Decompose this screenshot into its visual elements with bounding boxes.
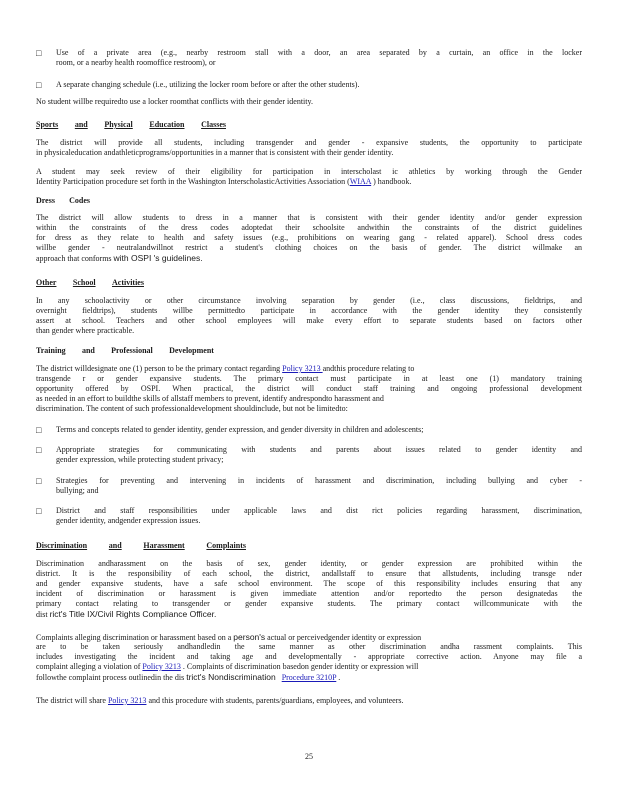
paragraph-line: within the constraints of the dress codes adoptedat their schoolsite andwithin the constraints of the district guidelines bbox=[36, 223, 582, 232]
policy-3213-link[interactable]: Policy 3213 bbox=[282, 364, 323, 373]
paragraph-line: followthe complaint process outlinedin the dis trict's Nondiscrimination Procedure 3210P . bbox=[36, 672, 341, 682]
paragraph-line: in physicaleducation andathleticprograms/opportunities in a manner that is consistent with their gender identity. bbox=[36, 148, 394, 157]
section-heading: Training and Professional Development bbox=[36, 346, 214, 355]
list-item-line: Terms and concepts related to gender identity, gender expression, and gender diversity in children and adolescents; bbox=[56, 425, 424, 434]
list-item-line: Appropriate strategies for communicating with students and parents about issues related to gender identity and bbox=[56, 445, 582, 454]
paragraph-line: A student may seek review of their eligibility for participation in interscholast ic athletics by working through the Gender bbox=[36, 167, 582, 176]
list-item-line: District and staff responsibilities under applicable laws and dist rict policies regarding harassment, discrimination, bbox=[56, 506, 582, 515]
paragraph-line: Discrimination andharassment on the basis of sex, gender identity, or gender expression are prohibited within the bbox=[36, 559, 582, 568]
paragraph-line: for dress as they relate to health and safety issues (e.g., prohibitions on wearing gang - related apparel). School dress codes bbox=[36, 233, 582, 242]
paragraph-line: In any schoolactivity or other circumstance involving separation by gender (i.e., class discussions, fieldtrips, and bbox=[36, 296, 582, 305]
section-heading: Discrimination and Harassment Complaints bbox=[36, 541, 246, 550]
paragraph-line: are to be taken seriously andhandledin the same manner as other discrimination andha rassment complaints. This bbox=[36, 642, 582, 651]
list-item bbox=[36, 445, 582, 465]
paragraph-line: assert at school. Teachers and other school employees will make every effort to separate students based on factors other bbox=[36, 316, 582, 325]
paragraph-line: The district willdesignate one (1) person to be the primary contact regarding Policy 3213 andthis procedure relating to bbox=[36, 364, 415, 373]
policy-3213-link[interactable]: Policy 3213 bbox=[142, 662, 181, 671]
list-item-line: Strategies for preventing and intervening in incidents of harassment and discrimination, including bullying and cyber - bbox=[56, 476, 582, 485]
paragraph-line: dist rict's Title IX/Civil Rights Compliance Officer. bbox=[36, 609, 217, 619]
paragraph-line: as needed in an effort to buildthe skills of allstaff members to prevent, identify andrespondto harassment and bbox=[36, 394, 384, 403]
paragraph-line: transgende r or gender expansive students. The primary contact must participate in at least one (1) mandatory training bbox=[36, 374, 582, 383]
paragraph: No student willbe requiredto use a locker roomthat conflicts with their gender identity. bbox=[36, 97, 313, 106]
page-number: 25 bbox=[305, 752, 313, 761]
bullet-icon: □ bbox=[36, 445, 42, 455]
list-item bbox=[36, 425, 582, 435]
paragraph-line: The district will provide all students, including transgender and gender - expansive students, the opportunity to participate bbox=[36, 138, 582, 147]
paragraph-line: willbe gender - neutralandwillnot restrict a student's clothing choices on the basis of gender. The district willmake an bbox=[36, 243, 582, 252]
paragraph-line: overnight fieldtrips), students willbe permittedto participate in accordance with the gender identity they consistently bbox=[36, 306, 582, 315]
bullet-icon: □ bbox=[36, 476, 42, 486]
list-item bbox=[36, 506, 582, 526]
list-item-line: A separate changing schedule (i.e., utilizing the locker room before or after the other students). bbox=[56, 80, 360, 89]
paragraph-line: opportunity offered by OSPI. When practical, the district will conduct staff training and ongoing professional development bbox=[36, 384, 582, 393]
paragraph-line: approach that conforms with OSPI 's guidelines. bbox=[36, 253, 203, 263]
list-item-line: room, or a nearby health roomoffice restroom), or bbox=[56, 58, 216, 67]
paragraph-line: than gender where practicable. bbox=[36, 326, 135, 335]
bullet-icon: □ bbox=[36, 506, 42, 516]
paragraph-line: and gender expansive students, have a safe school environment. The scope of this responsibility includes ensuring that any bbox=[36, 579, 582, 588]
list-item bbox=[36, 476, 582, 496]
paragraph-line: Identity Participation procedure set forth in the Washington InterscholasticActivities Association (WIAA ) handbook. bbox=[36, 177, 412, 186]
paragraph-line: incident of discrimination or harassment is given immediate attention and/or reportedto the person designatedas the bbox=[36, 589, 582, 598]
paragraph-line: complaint alleging a violation of Policy 3213 . Complaints of discrimination basedon gender identity or expression will bbox=[36, 662, 419, 671]
list-item-line: gender identity, andgender expression issues. bbox=[56, 516, 201, 525]
list-item-line: bullying; and bbox=[56, 486, 99, 495]
section-heading: Dress Codes bbox=[36, 196, 90, 205]
wiaa-link[interactable]: WIAA bbox=[349, 177, 372, 186]
section-heading: Sports and Physical Education Classes bbox=[36, 120, 226, 129]
paragraph-line: district. It is the responsibility of each school, the district, andallstaff to ensure that allstudents, including transge nder bbox=[36, 569, 582, 578]
section-heading: Other School Activities bbox=[36, 278, 144, 287]
bullet-icon: □ bbox=[36, 425, 42, 435]
paragraph-line: The district will allow students to dress in a manner that is consistent with their gender identity and/or gender expression bbox=[36, 213, 582, 222]
bullet-icon: □ bbox=[36, 48, 42, 58]
paragraph-line: Complaints alleging discrimination or harassment based on a person's actual or perceivedgender identity or expression bbox=[36, 632, 422, 642]
paragraph-line: primary contact relating to transgender or gender expansive students. The primary contact willcommunicate with the bbox=[36, 599, 582, 608]
list-item-line: gender expression, while protecting student privacy; bbox=[56, 455, 224, 464]
list-item bbox=[36, 80, 582, 90]
list-item-line: Use of a private area (e.g., nearby restroom stall with a door, an area separated by a curtain, an office in the locker bbox=[56, 48, 582, 57]
paragraph-line: includes investigating the incident and taking age and developmentally - appropriate corrective action. Anyone may file a bbox=[36, 652, 582, 661]
bullet-icon: □ bbox=[36, 80, 42, 90]
procedure-3210p-link[interactable]: Procedure 3210P bbox=[281, 673, 337, 682]
policy-3213-link[interactable]: Policy 3213 bbox=[107, 696, 147, 705]
list-item bbox=[36, 48, 582, 68]
paragraph-line: The district will share Policy 3213 and this procedure with students, parents/guardians, employees, and volunteers. bbox=[36, 696, 404, 705]
paragraph-line: discrimination. The content of such professionaldevelopment shouldinclude, but not be limitedto: bbox=[36, 404, 348, 413]
